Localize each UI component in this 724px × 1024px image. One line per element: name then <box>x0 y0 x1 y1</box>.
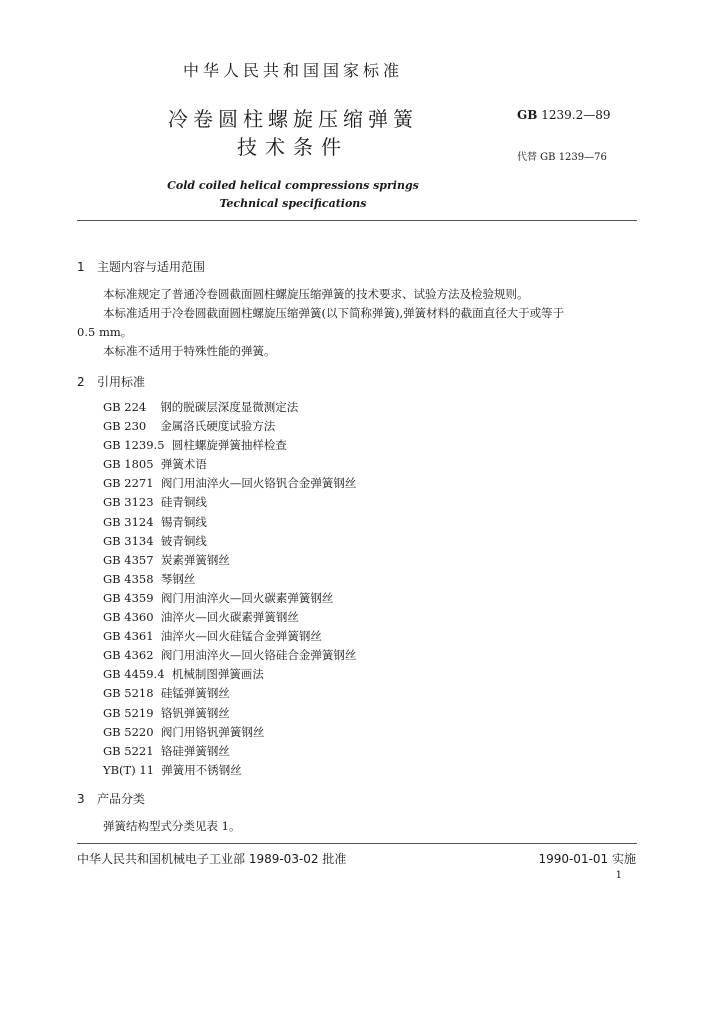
reference-title: 弹簧术语 <box>160 457 207 472</box>
reference-title: 铍青铜线 <box>160 533 207 548</box>
section-3-number: 3 <box>77 792 85 806</box>
replaces-note: 代替 GB 1239—76 <box>517 152 607 163</box>
reference-title: 机械制图弹簧画法 <box>171 667 264 682</box>
reference-title: 金属洛氏硬度试验方法 <box>160 419 276 434</box>
section-1-title: 主题内容与适用范围 <box>97 260 206 274</box>
reference-code: GB 5218 <box>103 686 154 701</box>
reference-item <box>103 474 356 493</box>
reference-item <box>103 646 356 665</box>
section-3-title: 产品分类 <box>97 792 146 806</box>
reference-item <box>103 436 356 455</box>
section-1-number: 1 <box>77 260 85 274</box>
reference-item <box>103 665 356 684</box>
approval-note: 中华人民共和国机械电子工业部 1989-03-02 批准 <box>77 852 347 866</box>
reference-title: 阀门用油淬火—回火碳素弹簧钢丝 <box>160 590 334 605</box>
section-1-paragraph-1: 本标准规定了普通冷卷圆截面圆柱螺旋压缩弹簧的技术要求、试验方法及检验规则。 <box>103 287 529 301</box>
reference-item <box>103 551 356 570</box>
reference-item <box>103 761 356 780</box>
reference-title: 铬钒弹簧钢丝 <box>160 705 230 720</box>
reference-title: 锡青铜线 <box>160 514 207 529</box>
reference-code: GB 5219 <box>103 705 154 720</box>
reference-code: GB 4357 <box>103 552 154 567</box>
effective-date: 1990-01-01 实施 <box>538 852 636 866</box>
title-line-2: 技术条件 <box>237 135 349 159</box>
reference-item <box>103 455 356 474</box>
reference-item <box>103 532 356 551</box>
standard-number: 1239.2—89 <box>541 108 611 122</box>
reference-item <box>103 608 356 627</box>
reference-title: 油淬火—回火碳素弹簧钢丝 <box>160 610 299 625</box>
reference-code: GB 5221 <box>103 743 154 758</box>
reference-item <box>103 704 356 723</box>
section-1-paragraph-2-cont: 0.5 mm。 <box>77 325 133 339</box>
reference-title: 圆柱螺旋弹簧抽样检查 <box>171 438 287 453</box>
english-title: Cold coiled helical compressions springs <box>167 179 419 192</box>
issuing-body: 中华人民共和国国家标准 <box>182 61 403 80</box>
reference-title: 钢的脱碳层深度显微测定法 <box>160 400 299 414</box>
reference-title: 硅锰弹簧钢丝 <box>160 686 230 701</box>
reference-item <box>103 513 356 532</box>
section-1-paragraph-2: 本标准适用于冷卷圆截面圆柱螺旋压缩弹簧(以下简称弹簧),弹簧材料的截面直径大于或等于 <box>103 306 565 320</box>
reference-code: GB 3134 <box>103 533 154 548</box>
reference-code: GB 3124 <box>103 514 154 529</box>
reference-code: GB 4359 <box>103 590 154 605</box>
reference-code: GB 4358 <box>103 571 154 586</box>
section-1-paragraph-3: 本标准不适用于特殊性能的弹簧。 <box>103 344 276 358</box>
reference-code: GB 2271 <box>103 476 154 491</box>
title-line-1: 冷卷圆柱螺旋压缩弹簧 <box>168 107 418 131</box>
reference-item <box>103 493 356 512</box>
reference-title: 炭素弹簧钢丝 <box>160 552 230 567</box>
referenced-standards-list <box>103 398 356 780</box>
section-3-paragraph-1: 弹簧结构型式分类见表 1。 <box>103 819 241 833</box>
reference-code: GB 1805 <box>103 457 154 472</box>
section-2-title: 引用标准 <box>97 375 146 389</box>
reference-title: 弹簧用不锈钢丝 <box>161 762 242 777</box>
reference-item <box>103 684 356 703</box>
reference-title: 铬硅弹簧钢丝 <box>160 743 230 758</box>
section-2-number: 2 <box>77 375 85 389</box>
page-number: 1 <box>615 870 622 881</box>
reference-title: 阀门用油淬火—回火铬钒合金弹簧钢丝 <box>160 476 357 491</box>
reference-code: GB 224 <box>103 400 147 414</box>
english-subtitle: Technical specifications <box>219 197 367 210</box>
reference-item <box>103 398 356 417</box>
reference-code: GB 4459.4 <box>103 667 165 682</box>
footer-divider <box>77 843 637 844</box>
reference-title: 油淬火—回火硅锰合金弹簧钢丝 <box>160 629 322 644</box>
standard-code <box>517 108 610 122</box>
reference-item <box>103 742 356 761</box>
reference-item <box>103 417 356 436</box>
reference-title: 阀门用铬钒弹簧钢丝 <box>160 724 265 739</box>
section-1-heading <box>77 258 205 275</box>
reference-code: YB(T) 11 <box>103 762 154 777</box>
reference-code: GB 4360 <box>103 610 154 625</box>
reference-item <box>103 589 356 608</box>
standard-prefix: GB <box>517 108 538 122</box>
reference-item <box>103 627 356 646</box>
reference-item <box>103 570 356 589</box>
reference-code: GB 230 <box>103 419 147 434</box>
reference-code: GB 3123 <box>103 495 154 510</box>
reference-title: 琴钢丝 <box>160 571 196 586</box>
reference-code: GB 5220 <box>103 724 154 739</box>
section-2-heading <box>77 373 145 390</box>
reference-code: GB 4361 <box>103 629 154 644</box>
reference-title: 阀门用油淬火—回火铬硅合金弹簧钢丝 <box>160 648 357 663</box>
reference-item <box>103 723 356 742</box>
reference-code: GB 1239.5 <box>103 438 165 453</box>
reference-code: GB 4362 <box>103 648 154 663</box>
section-3-heading <box>77 790 145 807</box>
header-divider <box>77 220 637 221</box>
reference-title: 硅青铜线 <box>160 495 207 510</box>
